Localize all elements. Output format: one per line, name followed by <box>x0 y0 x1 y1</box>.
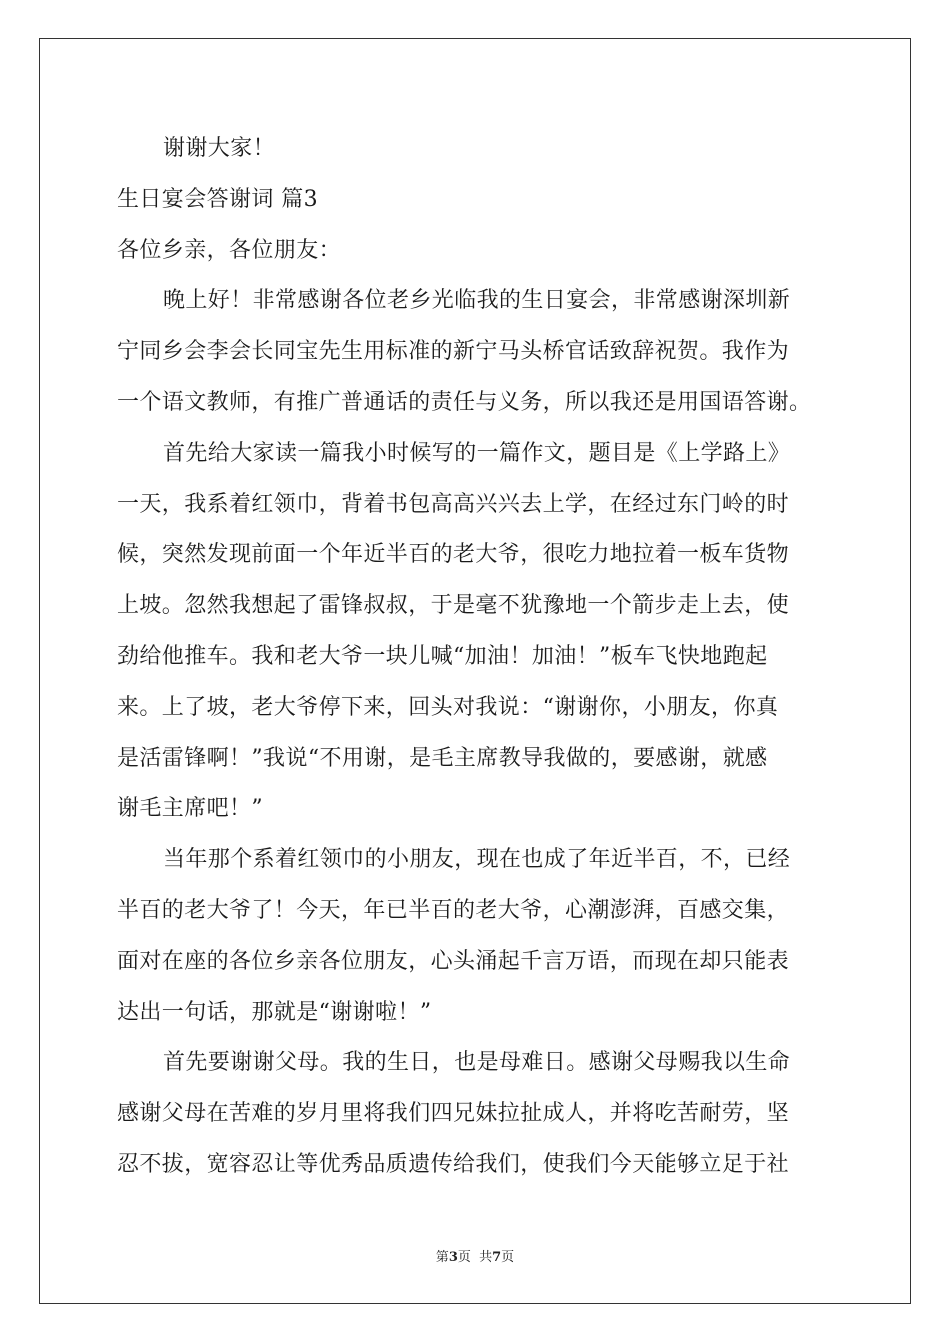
text-line: 谢谢大家！ <box>163 136 276 161</box>
page-number-footer <box>0 1246 950 1265</box>
text-line: 忍不拔，宽容忍让等优秀品质遗传给我们，使我们今天能够立足于社 <box>117 1151 790 1177</box>
document-body <box>117 124 837 1191</box>
salutation: 各位乡亲，各位朋友： <box>117 237 342 263</box>
total-pages-number: 7 <box>492 1250 502 1265</box>
text-line: 达出一句话，那就是“谢谢啦！” <box>117 999 432 1025</box>
page-prefix: 第 <box>435 1250 449 1265</box>
page-mid: 页 共 <box>457 1250 493 1265</box>
text-line: 感谢父母在苦难的岁月里将我们四兄妹拉扯成人，并将吃苦耐劳，坚 <box>117 1101 790 1127</box>
text-line: 一天，我系着红领巾，背着书包高高兴兴去上学，在经过东门岭的时 <box>117 491 790 517</box>
text-line: 来。上了坡，老大爷停下来，回头对我说：“谢谢你，小朋友，你真 <box>117 694 779 720</box>
text-line: 晚上好！非常感谢各位老乡光临我的生日宴会，非常感谢深圳新 <box>163 288 791 314</box>
text-line: 宁同乡会李会长同宝先生用标准的新宁马头桥官话致辞祝贺。我作为 <box>117 339 790 365</box>
text-line: 候，突然发现前面一个年近半百的老大爷，很吃力地拉着一板车货物 <box>117 542 790 568</box>
text-line: 上坡。忽然我想起了雷锋叔叔，于是毫不犹豫地一个箭步走上去，使 <box>117 593 790 619</box>
text-line: 是活雷锋啊！”我说“不用谢，是毛主席教导我做的，要感谢，就感 <box>117 745 768 771</box>
section-heading: 生日宴会答谢词 篇3 <box>117 186 318 212</box>
page-suffix: 页 <box>501 1250 515 1265</box>
text-line: 面对在座的各位乡亲各位朋友，心头涌起千言万语，而现在却只能表 <box>117 948 790 974</box>
current-page-number: 3 <box>448 1250 458 1265</box>
text-line: 一个语文教师，有推广普通话的责任与义务，所以我还是用国语答谢。 <box>117 389 812 415</box>
text-line: 谢毛主席吧！” <box>117 796 264 822</box>
text-line: 首先要谢谢父母。我的生日，也是母难日。感谢父母赐我以生命 <box>163 1050 791 1076</box>
text-line: 当年那个系着红领巾的小朋友，现在也成了年近半百，不，已经 <box>163 847 791 873</box>
text-line: 劲给他推车。我和老大爷一块儿喊“加油！加油！”板车飞快地跑起 <box>117 643 768 669</box>
text-line: 半百的老大爷了！今天，年已半百的老大爷，心潮澎湃，百感交集， <box>117 897 790 923</box>
text-line: 首先给大家读一篇我小时候写的一篇作文，题目是《上学路上》 <box>163 440 791 466</box>
